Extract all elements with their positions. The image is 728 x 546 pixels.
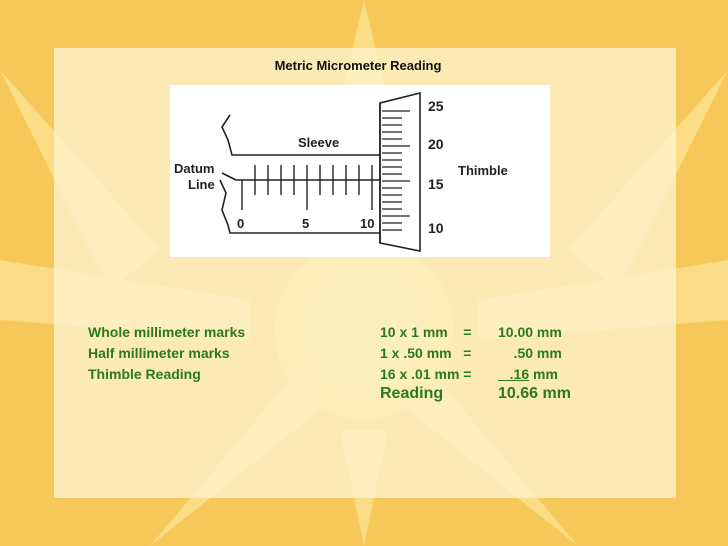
micrometer-illustration (170, 85, 550, 257)
row-result: 10.00 mm (498, 324, 562, 340)
thimble-number-10: 10 (428, 220, 444, 236)
thimble-number-20: 20 (428, 136, 444, 152)
datum-line-label: Line (188, 177, 215, 192)
thimble-label: Thimble (458, 163, 508, 178)
sleeve-number-10: 10 (360, 216, 375, 231)
sleeve-number-5: 5 (302, 216, 310, 231)
row-label: Thimble Reading (88, 366, 201, 382)
row-label: Whole millimeter marks (88, 324, 246, 340)
sleeve-number-0: 0 (237, 216, 245, 231)
row-calc: 1 x .50 mm = (380, 345, 472, 361)
thimble-number-25: 25 (428, 98, 444, 114)
row-label: Half millimeter marks (88, 345, 230, 361)
datum-label: Datum (174, 161, 215, 176)
reading-value: 10.66 mm (498, 385, 571, 402)
row-calc: 10 x 1 mm = (380, 324, 472, 340)
row-calc: 16 x .01 mm = (380, 366, 472, 382)
row-reading (88, 385, 571, 439)
sleeve-label: Sleeve (298, 135, 340, 150)
slide-title: Metric Micrometer Reading (274, 58, 442, 73)
thimble-number-15: 15 (428, 176, 444, 192)
row-result-underlined: .16 (498, 366, 530, 382)
micrometer-diagram (170, 85, 550, 257)
row-result-unit: mm (529, 366, 558, 382)
row-result: .50 mm (498, 345, 562, 361)
reading-label: Reading (380, 385, 444, 402)
row-result (498, 366, 558, 382)
